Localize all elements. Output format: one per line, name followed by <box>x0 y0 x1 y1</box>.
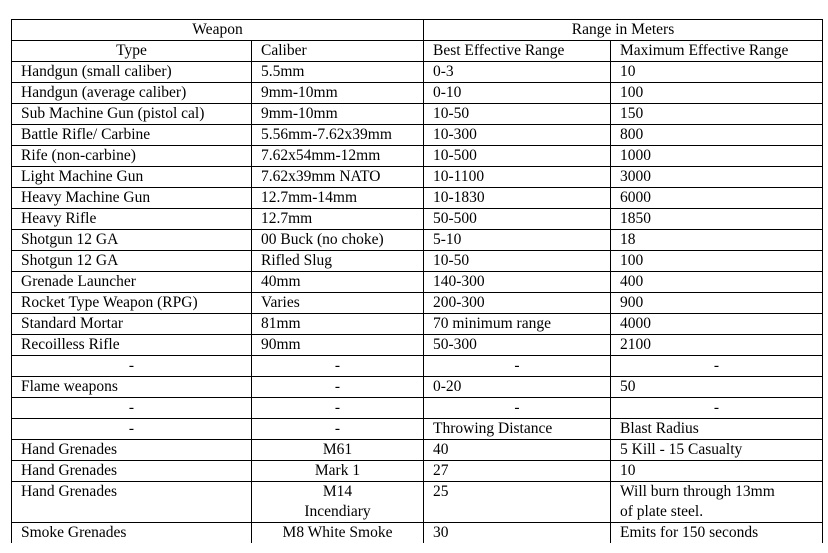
max-range-cell: 900 <box>611 293 823 314</box>
type-cell: Hand Grenades <box>12 461 252 482</box>
table-row <box>12 146 823 167</box>
max-range-cell: 6000 <box>611 188 823 209</box>
type-cell: Handgun (average caliber) <box>12 83 252 104</box>
caliber-cell: - <box>252 377 424 398</box>
best-range-cell: 70 minimum range <box>424 314 611 335</box>
column-header-caliber: Caliber <box>252 41 424 62</box>
table-row <box>12 104 823 125</box>
best-range-cell: - <box>424 398 611 419</box>
separator-row <box>12 398 823 419</box>
type-cell: Heavy Machine Gun <box>12 188 252 209</box>
table-row <box>12 461 823 482</box>
caliber-cell: 40mm <box>252 272 424 293</box>
best-range-cell: - <box>424 356 611 377</box>
column-header-best-range: Best Effective Range <box>424 41 611 62</box>
best-range-cell: 40 <box>424 440 611 461</box>
caliber-cell: 12.7mm-14mm <box>252 188 424 209</box>
column-header-row <box>12 41 823 62</box>
max-range-cell: - <box>611 398 823 419</box>
caliber-cell: 5.5mm <box>252 62 424 83</box>
max-range-cell: 1850 <box>611 209 823 230</box>
type-cell: Hand Grenades <box>12 440 252 461</box>
type-cell: Battle Rifle/ Carbine <box>12 125 252 146</box>
caliber-cell: Rifled Slug <box>252 251 424 272</box>
type-cell: Flame weapons <box>12 377 252 398</box>
max-range-cell: 800 <box>611 125 823 146</box>
range-group-header: Range in Meters <box>424 20 823 41</box>
type-cell: - <box>12 356 252 377</box>
caliber-cell: Varies <box>252 293 424 314</box>
best-range-cell: Throwing Distance <box>424 419 611 440</box>
table-row <box>12 209 823 230</box>
caliber-cell: 00 Buck (no choke) <box>252 230 424 251</box>
best-range-cell: 0-3 <box>424 62 611 83</box>
type-cell: Rife (non-carbine) <box>12 146 252 167</box>
best-range-cell: 10-1830 <box>424 188 611 209</box>
max-range-cell: Emits for 150 seconds <box>611 523 823 544</box>
column-header-type: Type <box>12 41 252 62</box>
max-range-cell: 10 <box>611 62 823 83</box>
grenade-subheader-row <box>12 419 823 440</box>
max-range-cell <box>611 482 823 523</box>
weapon-range-table <box>11 19 823 543</box>
caliber-cell: 90mm <box>252 335 424 356</box>
max-range-cell: 100 <box>611 251 823 272</box>
max-range-line: of plate steel. <box>620 503 704 520</box>
type-cell: Recoilless Rifle <box>12 335 252 356</box>
best-range-cell: 10-300 <box>424 125 611 146</box>
table-row <box>12 167 823 188</box>
caliber-cell: - <box>252 356 424 377</box>
best-range-cell: 0-10 <box>424 83 611 104</box>
max-range-cell: 2100 <box>611 335 823 356</box>
type-cell: Shotgun 12 GA <box>12 230 252 251</box>
caliber-cell: - <box>252 398 424 419</box>
max-range-cell: 5 Kill - 15 Casualty <box>611 440 823 461</box>
column-header-max-range: Maximum Effective Range <box>611 41 823 62</box>
best-range-cell: 25 <box>424 482 611 523</box>
type-cell: Standard Mortar <box>12 314 252 335</box>
best-range-cell: 50-300 <box>424 335 611 356</box>
max-range-cell: 3000 <box>611 167 823 188</box>
max-range-cell: 10 <box>611 461 823 482</box>
max-range-cell: Blast Radius <box>611 419 823 440</box>
type-cell: - <box>12 419 252 440</box>
best-range-cell: 10-500 <box>424 146 611 167</box>
table-row <box>12 125 823 146</box>
caliber-cell: M8 White Smoke <box>252 523 424 544</box>
max-range-cell: 18 <box>611 230 823 251</box>
table-row <box>12 62 823 83</box>
max-range-cell: 150 <box>611 104 823 125</box>
group-header-row <box>12 20 823 41</box>
best-range-cell: 200-300 <box>424 293 611 314</box>
max-range-cell: - <box>611 356 823 377</box>
table-row <box>12 314 823 335</box>
max-range-cell: 100 <box>611 83 823 104</box>
caliber-cell: 81mm <box>252 314 424 335</box>
max-range-cell: 400 <box>611 272 823 293</box>
table-row <box>12 251 823 272</box>
caliber-cell: 5.56mm-7.62x39mm <box>252 125 424 146</box>
caliber-cell: 12.7mm <box>252 209 424 230</box>
best-range-cell: 30 <box>424 523 611 544</box>
max-range-line: Will burn through 13mm <box>620 483 775 500</box>
table-row <box>12 272 823 293</box>
best-range-cell: 5-10 <box>424 230 611 251</box>
table-row <box>12 440 823 461</box>
max-range-cell: 1000 <box>611 146 823 167</box>
caliber-cell: - <box>252 419 424 440</box>
best-range-cell: 0-20 <box>424 377 611 398</box>
table-row <box>12 230 823 251</box>
weapon-group-header: Weapon <box>12 20 424 41</box>
caliber-cell: 7.62x39mm NATO <box>252 167 424 188</box>
type-cell: Handgun (small caliber) <box>12 62 252 83</box>
caliber-cell: M61 <box>252 440 424 461</box>
table-row <box>12 377 823 398</box>
max-range-cell: 4000 <box>611 314 823 335</box>
caliber-cell: Mark 1 <box>252 461 424 482</box>
type-cell: Light Machine Gun <box>12 167 252 188</box>
caliber-cell: 7.62x54mm-12mm <box>252 146 424 167</box>
table-row <box>12 83 823 104</box>
best-range-cell: 50-500 <box>424 209 611 230</box>
type-cell: Grenade Launcher <box>12 272 252 293</box>
best-range-cell: 10-50 <box>424 104 611 125</box>
table-row <box>12 335 823 356</box>
separator-row <box>12 356 823 377</box>
best-range-cell: 10-50 <box>424 251 611 272</box>
type-cell: Sub Machine Gun (pistol cal) <box>12 104 252 125</box>
type-cell: Heavy Rifle <box>12 209 252 230</box>
table-row <box>12 293 823 314</box>
table-row <box>12 482 823 523</box>
caliber-line: M14 <box>322 483 353 500</box>
type-cell: Shotgun 12 GA <box>12 251 252 272</box>
caliber-cell: 9mm-10mm <box>252 104 424 125</box>
best-range-cell: 10-1100 <box>424 167 611 188</box>
best-range-cell: 27 <box>424 461 611 482</box>
type-cell: Hand Grenades <box>12 482 252 523</box>
caliber-cell: 9mm-10mm <box>252 83 424 104</box>
type-cell: Rocket Type Weapon (RPG) <box>12 293 252 314</box>
caliber-line: Incendiary <box>304 503 371 520</box>
type-cell: - <box>12 398 252 419</box>
table-row <box>12 188 823 209</box>
max-range-cell: 50 <box>611 377 823 398</box>
caliber-cell <box>252 482 424 523</box>
type-cell: Smoke Grenades <box>12 523 252 544</box>
table-row <box>12 523 823 544</box>
best-range-cell: 140-300 <box>424 272 611 293</box>
table-body <box>12 20 823 544</box>
